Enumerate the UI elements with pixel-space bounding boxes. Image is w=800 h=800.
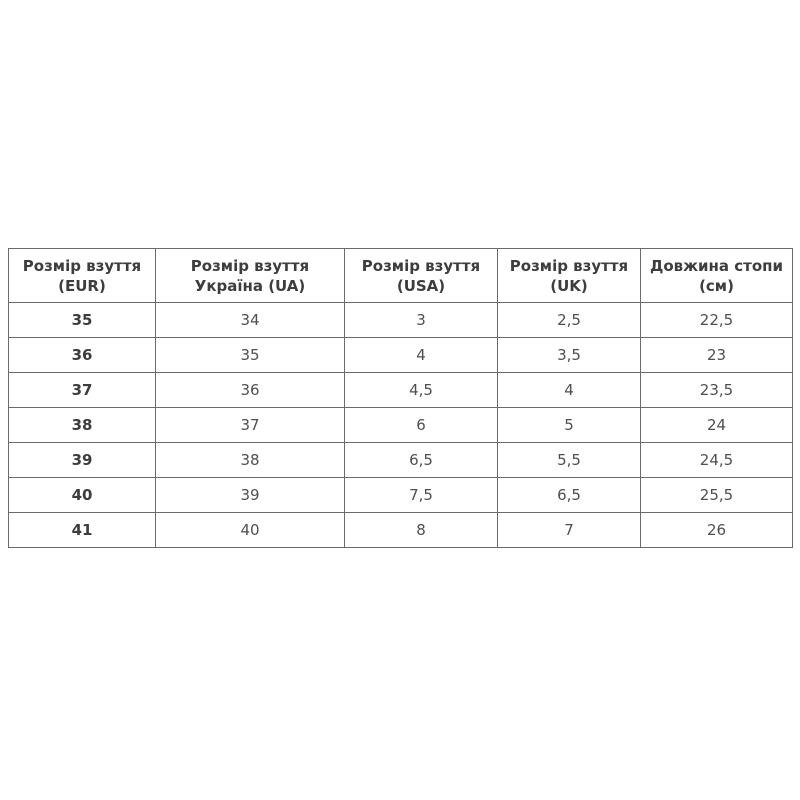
cell-size-eur: 40 <box>9 478 156 513</box>
table-cell: 35 <box>156 338 345 373</box>
table-cell: 6,5 <box>345 443 498 478</box>
table-cell: 24,5 <box>641 443 793 478</box>
table-cell: 37 <box>156 408 345 443</box>
table-cell: 4,5 <box>345 373 498 408</box>
cell-size-eur: 41 <box>9 513 156 548</box>
table-cell: 22,5 <box>641 303 793 338</box>
table-row <box>9 408 793 443</box>
table-cell: 6,5 <box>498 478 641 513</box>
table-cell: 25,5 <box>641 478 793 513</box>
table-cell: 4 <box>345 338 498 373</box>
table-row <box>9 478 793 513</box>
table-cell: 23 <box>641 338 793 373</box>
table-row <box>9 373 793 408</box>
table-cell: 2,5 <box>498 303 641 338</box>
table-row <box>9 338 793 373</box>
column-header-3: Розмір взуття (USA) <box>345 249 498 303</box>
column-header-4: Розмір взуття (UK) <box>498 249 641 303</box>
table-cell: 5 <box>498 408 641 443</box>
table-cell: 36 <box>156 373 345 408</box>
table-cell: 4 <box>498 373 641 408</box>
table-cell: 23,5 <box>641 373 793 408</box>
table-header <box>9 249 793 303</box>
column-header-2: Розмір взуття Україна (UA) <box>156 249 345 303</box>
table-cell: 26 <box>641 513 793 548</box>
table-cell: 24 <box>641 408 793 443</box>
table-cell: 39 <box>156 478 345 513</box>
table-cell: 7 <box>498 513 641 548</box>
size-conversion-table <box>8 248 793 548</box>
table-cell: 40 <box>156 513 345 548</box>
table-cell: 38 <box>156 443 345 478</box>
table-cell: 6 <box>345 408 498 443</box>
column-header-1: Розмір взуття (EUR) <box>9 249 156 303</box>
cell-size-eur: 35 <box>9 303 156 338</box>
column-header-5: Довжина стопи (см) <box>641 249 793 303</box>
table-row <box>9 443 793 478</box>
table-cell: 3,5 <box>498 338 641 373</box>
cell-size-eur: 38 <box>9 408 156 443</box>
table-body <box>9 303 793 548</box>
table-cell: 5,5 <box>498 443 641 478</box>
cell-size-eur: 37 <box>9 373 156 408</box>
table-cell: 34 <box>156 303 345 338</box>
table-cell: 8 <box>345 513 498 548</box>
table-row <box>9 303 793 338</box>
table-row <box>9 513 793 548</box>
cell-size-eur: 36 <box>9 338 156 373</box>
cell-size-eur: 39 <box>9 443 156 478</box>
table-cell: 7,5 <box>345 478 498 513</box>
header-row <box>9 249 793 303</box>
table-cell: 3 <box>345 303 498 338</box>
